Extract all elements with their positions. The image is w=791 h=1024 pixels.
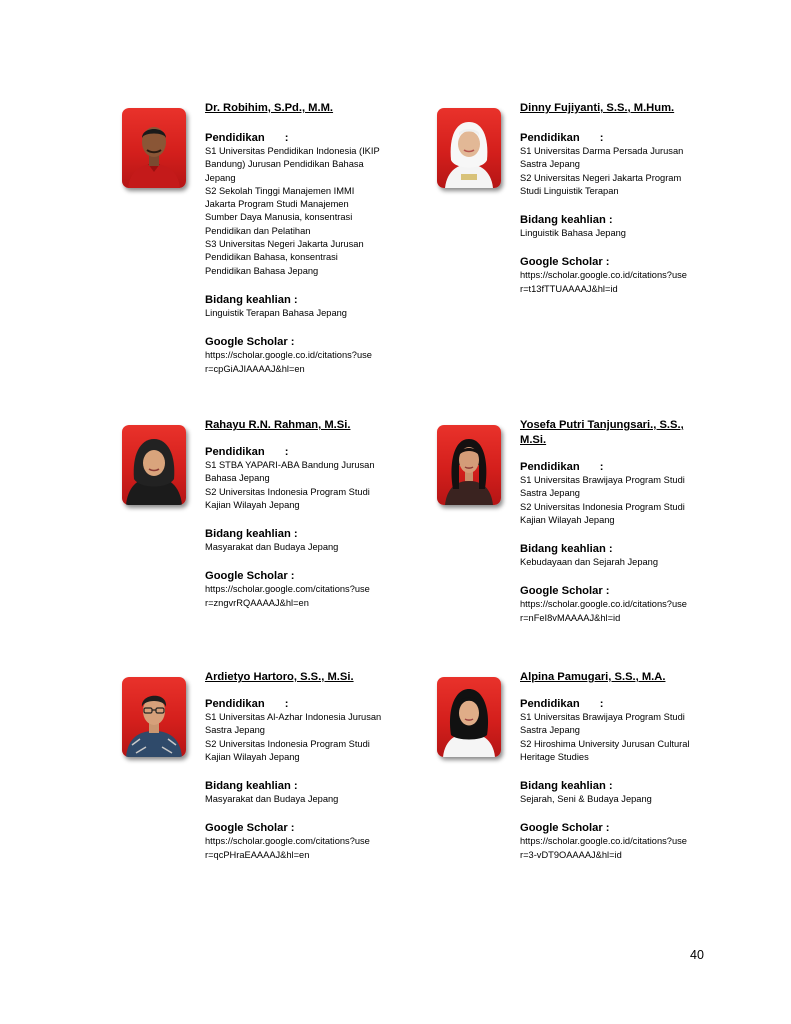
profile-name: Ardietyo Hartoro, S.S., M.Si.	[205, 671, 354, 683]
education-heading: Pendidikan :	[205, 132, 289, 144]
scholar-link[interactable]: r=t13fTTUAAAAJ&hl=id	[520, 283, 618, 294]
education-line: S1 Universitas Al-Azhar Indonesia Jurusan	[205, 712, 382, 722]
education-line: Sastra Jepang	[520, 488, 580, 499]
education-line: Jakarta Program Studi Manajemen	[205, 199, 349, 210]
education-line: S2 Hiroshima University Jurusan Cultural	[520, 738, 690, 749]
expertise-heading: Bidang keahlian :	[520, 780, 613, 793]
scholar-link[interactable]: r=cpGiAJIAAAAJ&hl=en	[205, 363, 305, 374]
scholar-heading: Google Scholar :	[205, 336, 295, 349]
page-number: 40	[690, 948, 704, 962]
education-line: Sastra Jepang	[520, 159, 580, 170]
education-line: Pendidikan Bahasa, konsentrasi	[205, 252, 338, 263]
expertise-heading: Bidang keahlian :	[520, 543, 613, 556]
expertise-text: Masyarakat dan Budaya Jepang	[205, 542, 339, 553]
education-heading: Pendidikan :	[205, 698, 289, 710]
portrait-woman-white-hijab-image	[437, 108, 501, 188]
education-line: S1 Universitas Pendidikan Indonesia (IKIP	[205, 146, 380, 156]
education-line: S2 Universitas Negeri Jakarta Program	[520, 172, 682, 183]
expertise-text: Masyarakat dan Budaya Jepang	[205, 794, 339, 805]
scholar-link[interactable]: https://scholar.google.co.id/citations?use	[520, 836, 687, 847]
expertise-text: Sejarah, Seni & Budaya Jepang	[520, 794, 652, 805]
education-line: Heritage Studies	[520, 751, 589, 762]
expertise-text: Kebudayaan dan Sejarah Jepang	[520, 557, 659, 568]
education-line: Kajian Wilayah Jepang	[520, 514, 615, 525]
education-line: S2 Universitas Indonesia Program Studi	[205, 738, 370, 749]
scholar-link[interactable]: r=nFeI8vMAAAAJ&hl=id	[520, 612, 621, 623]
profile-name: Alpina Pamugari, S.S., M.A.	[520, 671, 666, 683]
scholar-heading: Google Scholar :	[520, 822, 610, 835]
profile-photo	[122, 425, 186, 505]
education-heading: Pendidikan :	[520, 698, 604, 710]
scholar-link[interactable]: https://scholar.google.co.id/citations?use	[520, 599, 687, 610]
expertise-text: Linguistik Bahasa Jepang	[520, 228, 626, 239]
scholar-link[interactable]: r=qcPHraEAAAAJ&hl=en	[205, 849, 310, 860]
profile-name: Dr. Robihim, S.Pd., M.M.	[205, 102, 334, 114]
expertise-heading: Bidang keahlian :	[520, 214, 613, 227]
education-heading: Pendidikan :	[520, 132, 604, 144]
scholar-link[interactable]: https://scholar.google.com/citations?use	[205, 584, 370, 595]
scholar-link[interactable]: https://scholar.google.com/citations?use	[205, 836, 370, 847]
education-line: S3 Universitas Negeri Jakarta Jurusan	[205, 239, 364, 250]
education-line: Pendidikan Bahasa Jepang	[205, 265, 319, 276]
education-line: S2 Universitas Indonesia Program Studi	[520, 501, 685, 512]
expertise-heading: Bidang keahlian :	[205, 293, 298, 306]
portrait-man-glasses-batik-image	[122, 677, 186, 757]
education-line: S1 STBA YAPARI-ABA Bandung Jurusan	[205, 460, 375, 470]
profile-photo	[122, 677, 186, 757]
education-line: S1 Universitas Darma Persada Jurusan	[520, 146, 684, 156]
profile-photo	[437, 108, 501, 188]
scholar-link[interactable]: https://scholar.google.co.id/citations?use	[205, 350, 372, 361]
scholar-heading: Google Scholar :	[520, 256, 610, 269]
expertise-heading: Bidang keahlian :	[205, 780, 298, 793]
education-line: S1 Universitas Brawijaya Program Studi	[520, 475, 685, 485]
portrait-man-red-shirt-image	[122, 108, 186, 188]
education-line: Sastra Jepang	[205, 725, 265, 736]
profile-photo	[437, 425, 501, 505]
education-line: Kajian Wilayah Jepang	[205, 751, 300, 762]
profile-photo	[437, 677, 501, 757]
education-line: Bahasa Jepang	[205, 473, 270, 484]
education-line: Sastra Jepang	[520, 725, 580, 736]
education-line: Kajian Wilayah Jepang	[205, 499, 300, 510]
profile-photo	[122, 108, 186, 188]
education-line: S2 Universitas Indonesia Program Studi	[205, 486, 370, 497]
profile-name: Rahayu R.N. Rahman, M.Si.	[205, 419, 351, 431]
education-line: S2 Sekolah Tinggi Manajemen IMMI	[205, 185, 355, 196]
education-heading: Pendidikan :	[520, 461, 604, 473]
education-heading: Pendidikan :	[205, 446, 289, 458]
education-line: Jepang	[205, 172, 236, 183]
scholar-link[interactable]: r=zngvrRQAAAAJ&hl=en	[205, 597, 309, 608]
expertise-text: Linguistik Terapan Bahasa Jepang	[205, 307, 347, 318]
scholar-heading: Google Scholar :	[205, 822, 295, 835]
scholar-link[interactable]: r=3-vDT9OAAAAJ&hl=id	[520, 849, 622, 860]
portrait-woman-long-hair-image	[437, 425, 501, 505]
education-line: Bandung) Jurusan Pendidikan Bahasa	[205, 159, 364, 170]
profile-name: Dinny Fujiyanti, S.S., M.Hum.	[520, 102, 675, 114]
profile-name-line: Yosefa Putri Tanjungsari., S.S.,	[520, 419, 684, 431]
education-line: Studi Linguistik Terapan	[520, 185, 619, 196]
scholar-link[interactable]: https://scholar.google.co.id/citations?use	[520, 270, 687, 281]
education-line: Pendidikan dan Pelatihan	[205, 225, 311, 236]
portrait-woman-black-hijab-image	[122, 425, 186, 505]
scholar-heading: Google Scholar :	[520, 585, 610, 598]
education-line: S1 Universitas Brawijaya Program Studi	[520, 712, 685, 722]
expertise-heading: Bidang keahlian :	[205, 528, 298, 541]
profile-name-line: M.Si.	[520, 434, 547, 446]
education-line: Sumber Daya Manusia, konsentrasi	[205, 212, 353, 223]
portrait-woman-hijab-white-blouse-image	[437, 677, 501, 757]
scholar-heading: Google Scholar :	[205, 570, 295, 583]
